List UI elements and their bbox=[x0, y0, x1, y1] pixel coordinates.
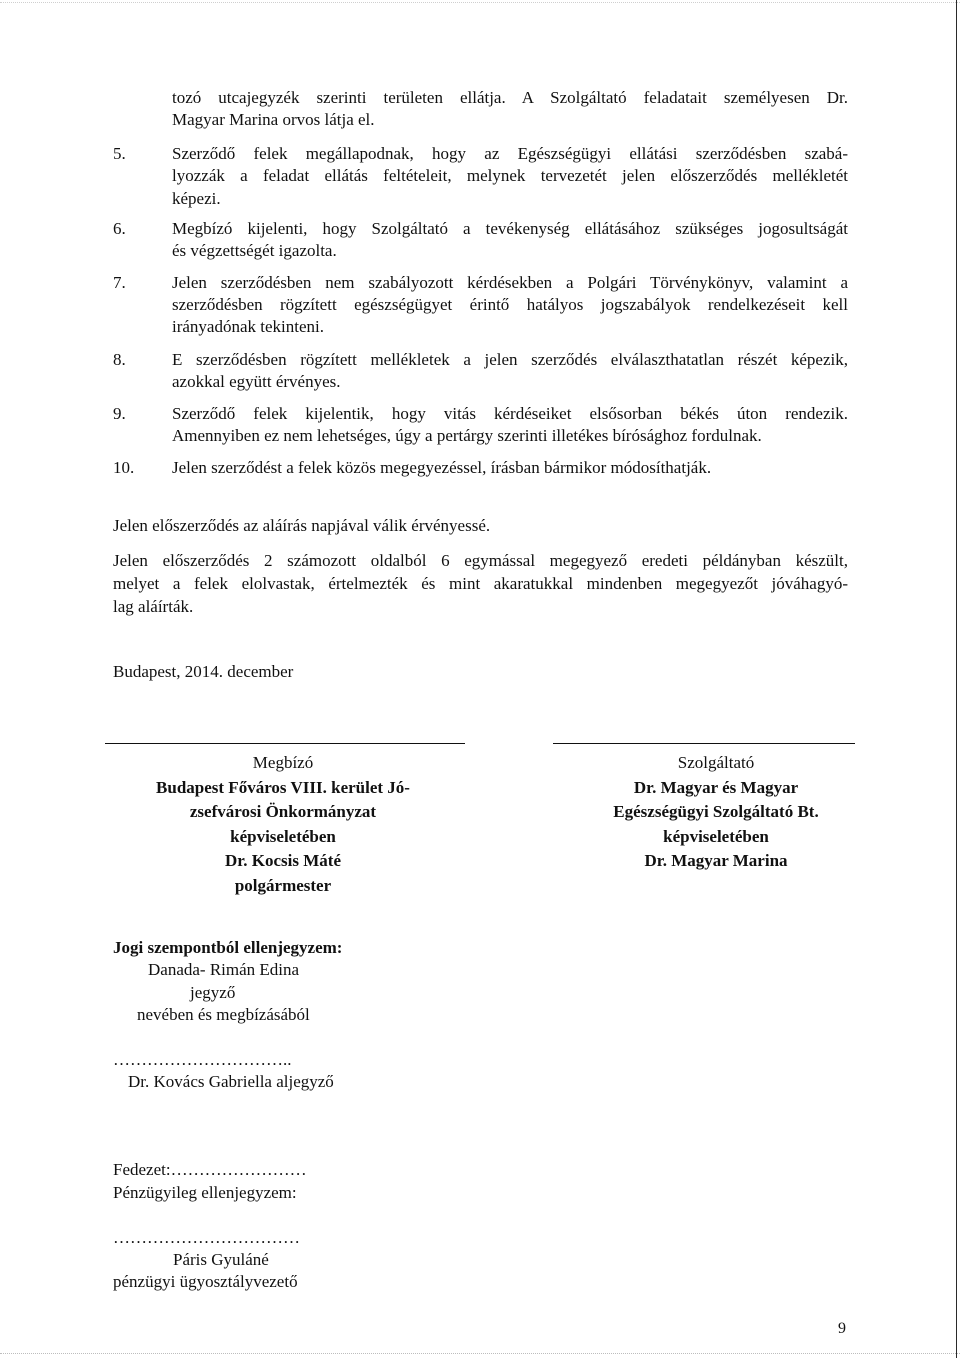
item-number: 5. bbox=[113, 144, 126, 163]
item-number: 10. bbox=[113, 458, 135, 477]
item-text: Szerződő felek kijelentik, hogy vitás kérdéseiket elsősorban békés úton rendezik. bbox=[172, 404, 848, 423]
signatory-capacity: képviseletében bbox=[663, 827, 769, 846]
signature-line-left bbox=[105, 743, 465, 744]
copies-statement: melyet a felek elolvastak, értelmezték és mint akaratukkal mindenben megegyezőt jóváhagyó- bbox=[113, 574, 848, 593]
signatory-org: Egészségügyi Szolgáltató Bt. bbox=[613, 802, 819, 821]
signatory-name: Dr. Magyar Marina bbox=[644, 851, 788, 870]
item-text: és végzettségét igazolta. bbox=[172, 241, 337, 260]
deputy-notary: Dr. Kovács Gabriella aljegyző bbox=[128, 1072, 334, 1091]
scan-edge-top bbox=[0, 2, 960, 4]
item-text: Jelen szerződésben nem szabályozott kérdésekben a Polgári Törvénykönyv, valamint a bbox=[172, 273, 848, 292]
item-number: 8. bbox=[113, 350, 126, 369]
signatory-role: Szolgáltató bbox=[677, 753, 755, 772]
signature-line-right bbox=[553, 743, 855, 744]
financial-signatory-title: pénzügyi ügyosztályvezető bbox=[113, 1272, 298, 1291]
signatory-title: polgármester bbox=[234, 876, 332, 895]
item-text: szerződésben rögzített egészségügyet érintő hatályos jogszabályok rendelkezéseit kell bbox=[172, 295, 848, 314]
financial-signature-dots: …………………………… bbox=[113, 1228, 300, 1247]
signatory-org: Dr. Magyar és Magyar bbox=[633, 778, 799, 797]
item-text: lyozzák a feladat ellátás feltételeit, melynek tervezetét jelen előszerződés mellékletét bbox=[172, 166, 848, 185]
scan-edge-bottom bbox=[0, 1353, 960, 1355]
scan-edge-right bbox=[956, 0, 957, 1358]
signatory-name: Dr. Kocsis Máté bbox=[225, 851, 341, 870]
signatory-org: Budapest Főváros VIII. kerület Jó- bbox=[156, 778, 410, 797]
copies-statement: Jelen előszerződés 2 számozott oldalból 6 egymással megegyező eredeti példányban készült, bbox=[113, 551, 848, 570]
item-number: 6. bbox=[113, 219, 126, 238]
item-text: Jelen szerződést a felek közös megegyezéssel, írásban bármikor módosíthatják. bbox=[172, 458, 712, 477]
item-text: E szerződésben rögzített mellékletek a jelen szerződés elválaszthatatlan részét képezik, bbox=[172, 350, 848, 369]
item-text: Szerződő felek megállapodnak, hogy az Egészségügyi ellátási szerződésben szabá- bbox=[172, 144, 848, 163]
item-text: Megbízó kijelenti, hogy Szolgáltató a tevékenység ellátásához szükséges jogosultságát bbox=[172, 219, 848, 238]
legal-signature-dots: ………………………….. bbox=[113, 1050, 292, 1069]
coverage-label: Fedezet: bbox=[113, 1160, 171, 1179]
item-text: azokkal együtt érvényes. bbox=[172, 372, 341, 391]
coverage-line bbox=[113, 1159, 307, 1181]
place-date: Budapest, 2014. december bbox=[113, 662, 294, 681]
signatory-capacity: képviseletében bbox=[230, 827, 336, 846]
item-text: képezi. bbox=[172, 189, 221, 208]
intro-line: Magyar Marina orvos látja el. bbox=[172, 110, 375, 129]
coverage-dots: …………………… bbox=[170, 1160, 307, 1179]
legal-countersign-heading: Jogi szempontból ellenjegyzem: bbox=[113, 938, 343, 957]
validity-statement: Jelen előszerződés az aláírás napjával válik érvényessé. bbox=[113, 516, 491, 535]
signatory-role: Megbízó bbox=[252, 753, 314, 772]
intro-line: tozó utcajegyzék szerinti területen ellátja. A Szolgáltató feladatait személyesen Dr. bbox=[172, 88, 848, 107]
copies-statement: lag aláírták. bbox=[113, 597, 194, 616]
item-text: Amennyiben ez nem lehetséges, úgy a pertárgy szerinti illetékes bírósághoz fordulnak. bbox=[172, 426, 762, 445]
item-number: 7. bbox=[113, 273, 126, 292]
financial-signatory-name: Páris Gyuláné bbox=[173, 1250, 269, 1269]
legal-countersign-name: Danada- Rimán Edina bbox=[148, 960, 300, 979]
legal-countersign-on-behalf: nevében és megbízásából bbox=[137, 1005, 310, 1024]
signatory-org: zsefvárosi Önkormányzat bbox=[189, 802, 377, 821]
item-number: 9. bbox=[113, 404, 126, 423]
financial-countersign-label: Pénzügyileg ellenjegyzem: bbox=[113, 1183, 297, 1202]
page-number: 9 bbox=[838, 1320, 846, 1337]
legal-countersign-title: jegyző bbox=[190, 983, 236, 1002]
item-text: irányadónak tekinteni. bbox=[172, 317, 325, 336]
